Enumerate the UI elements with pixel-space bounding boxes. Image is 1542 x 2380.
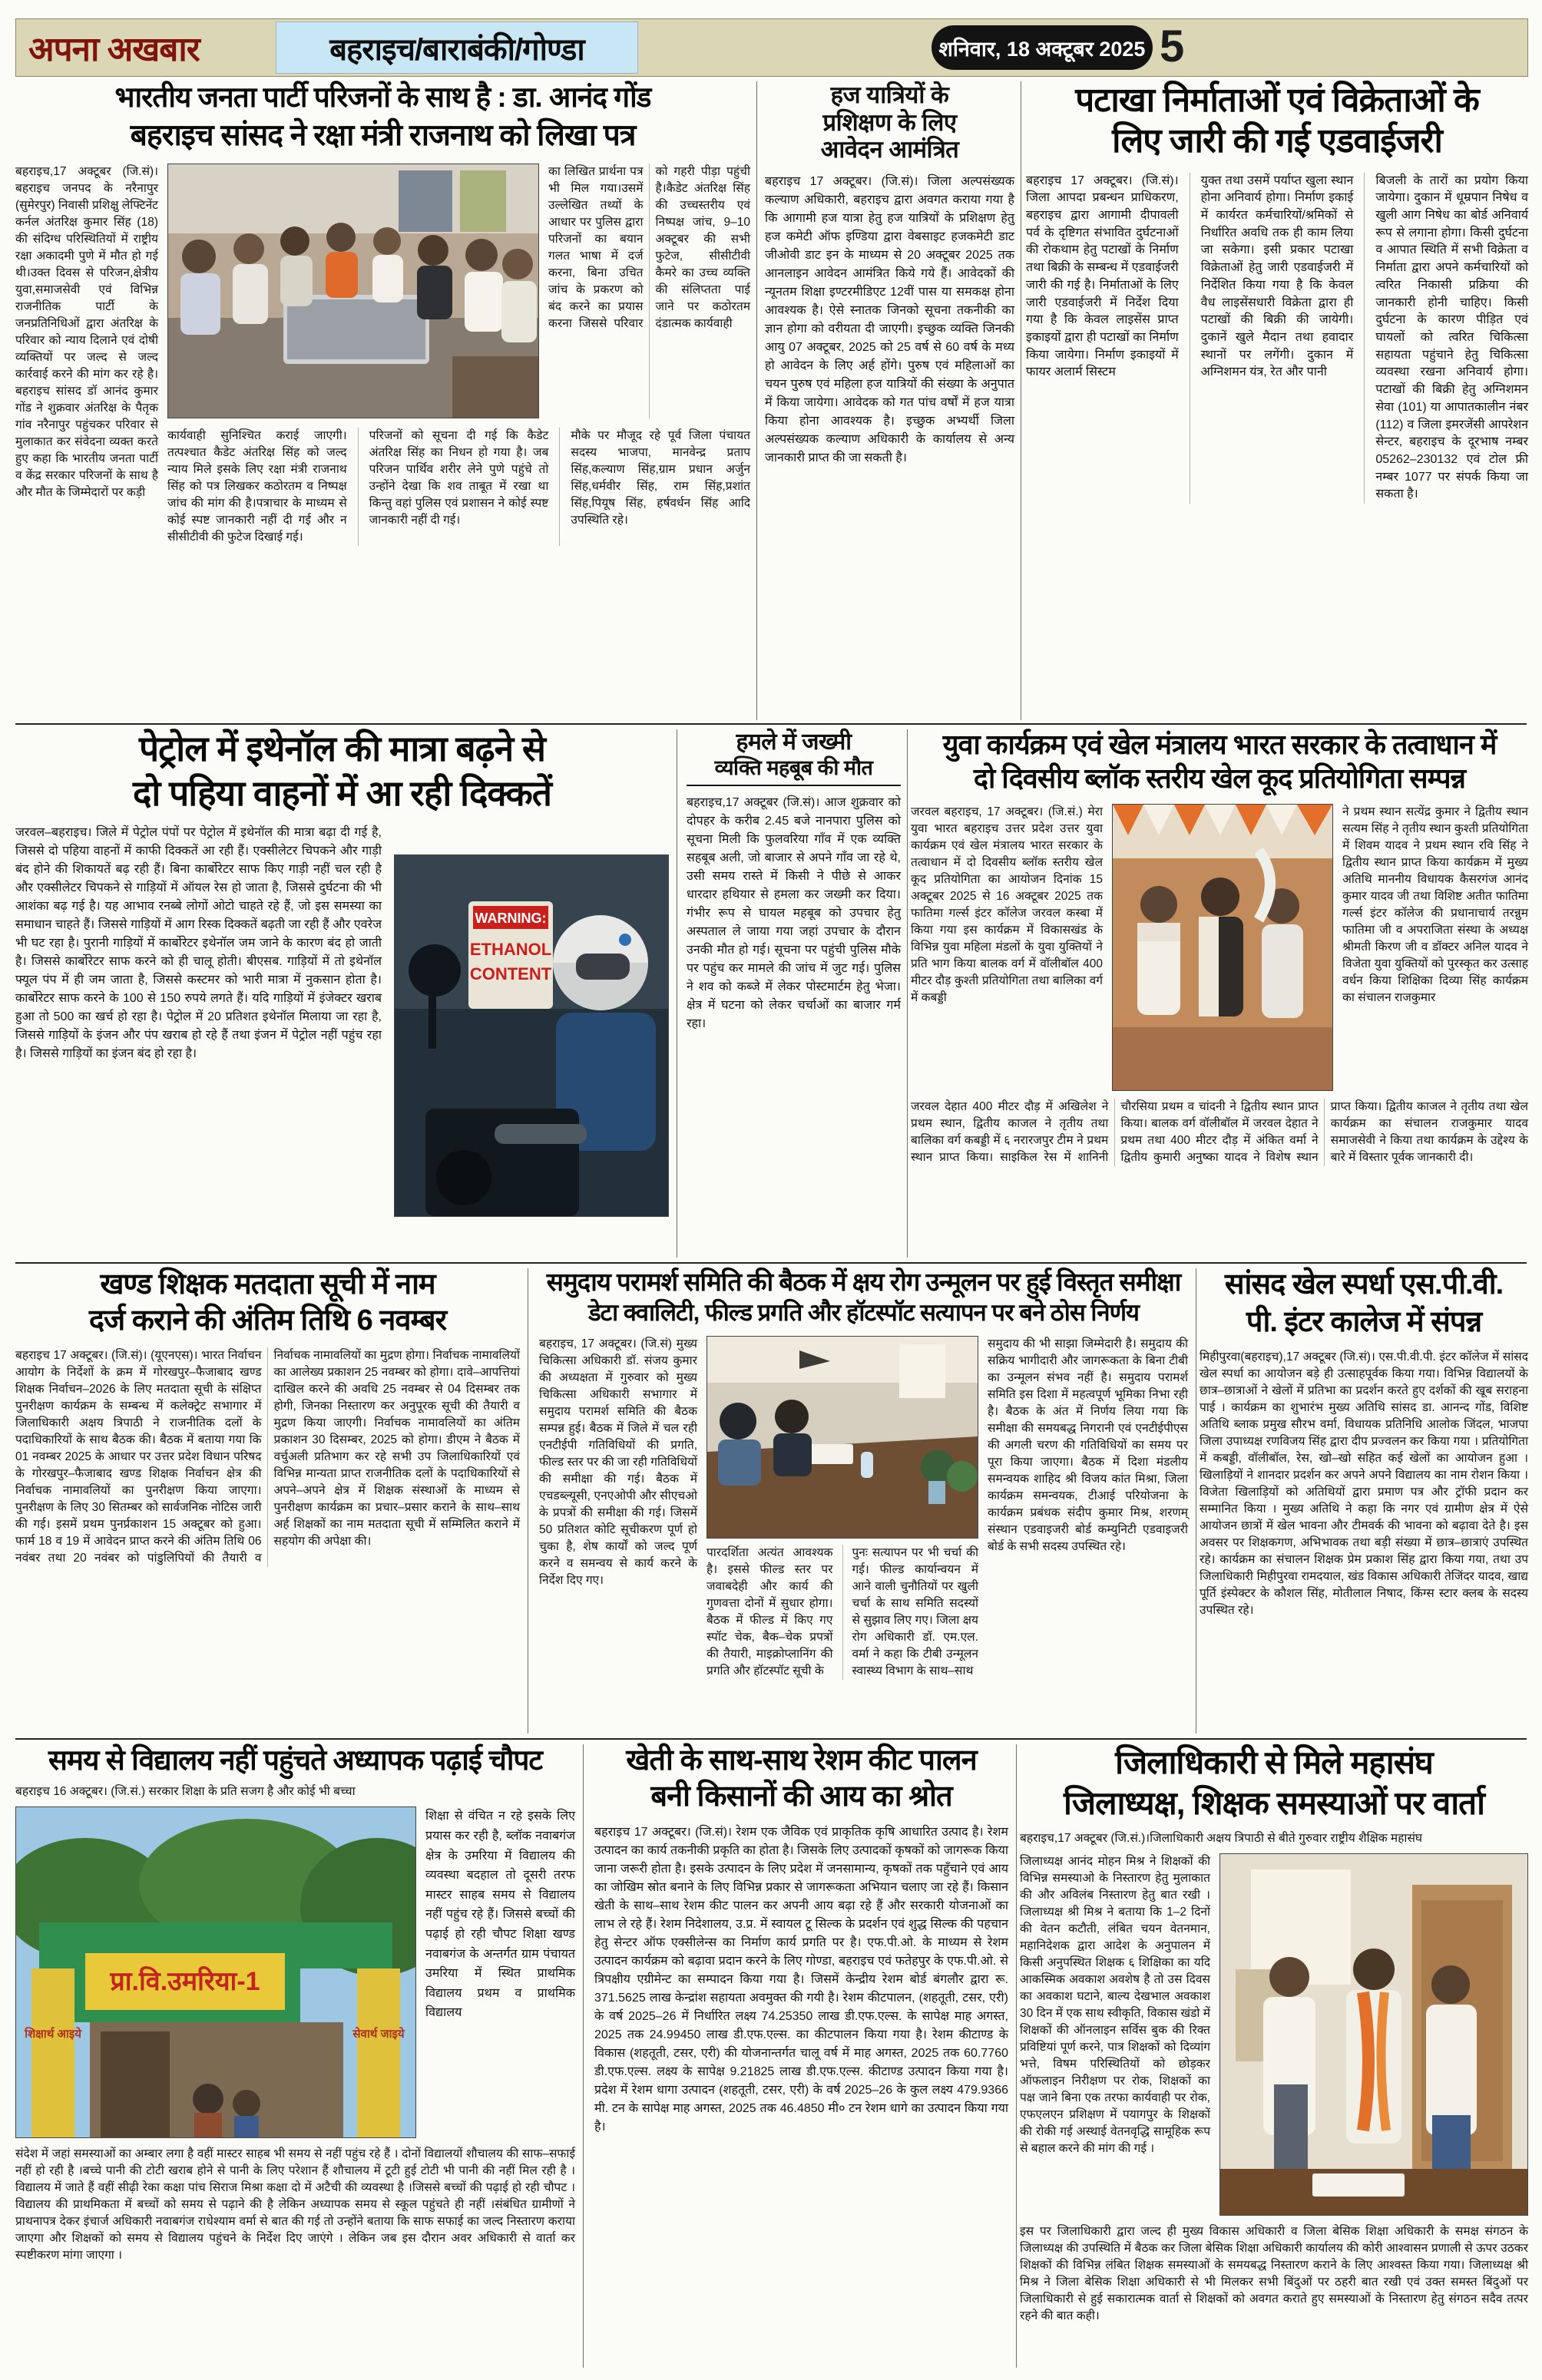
article-headline-line: आवेदन आमंत्रित xyxy=(820,136,959,164)
school-sign-text: प्रा.वि.उमरिया-1 xyxy=(110,1967,260,1997)
edition-box: बहराइच/बाराबंकी/गोण्डा xyxy=(276,21,638,74)
article-body: बहराइच 17 अक्टूबर। (जि.सं)। रेशम एक जैविक एवं प्राकृतिक कृषि आधारित उत्पाद है। रेशम उत्पादन का कार्य तकनीकी प्रकृति का होता है। जिसके लिए उत्पादकों कृषकों को जागरूक किया जाना जरूरी होता है। इसके उत्पादन के लिए प्रदेश में जनसामान्य, कृषकों तक पहुँचाने एवं आय का जोखिम स्रोत बनाने के लिए विभिन्न प्रकार से जागरूकता अभियान चलाए जा रहे हैं। किसान खेती के साथ–साथ रेशम कीट पालन कर अपनी आय बढ़ा रहे हैं और सरकारी योजनाओं का लाभ ले रहे हैं। रेशम निदेशालय, उ.प्र. में स्वायल टू सिल्क के प्रदर्शन एवं शुद्ध सिल्क की पहचान हेतु सेन्टर ऑफ एक्सीलेन्स का निर्माण कार्य प्रगति पर है। एफ.पी.ओ. के माध्यम से रेशम उत्पादन कार्यक्रम को बढ़ावा प्रदान करने के लिए गोण्डा, बहराइच एवं फतेहपुर के एफ.पी.ओ. से त्रिपक्षीय एग्रीमेन्ट का सम्पादन किया गया है। जिसमें केन्द्रीय रेशम बोर्ड बंगलौर द्वारा रू. 371.5625 लाख केन्द्रांश सहायता अवमुक्त की गयी है। रेशम कीटपालन, (शहतूती, टसर, एरी) के वर्ष 2025–26 में निर्धारित लक्ष्य 74.25350 लाख डी.एफ.एल्स. के सापेक्ष माह अगस्त, 2025 तक 24.99450 लाख डी.एफ.एल्स. का कीटपालन किया गया है। रेशम कीटाण्ड के विकास (शहतूती, टसर, एरी) की योजनान्तर्गत चालू वर्ष में माह अगस्त, 2025 तक 60.7760 डी.एफ.एल्स. लक्ष्य के सापेक्ष 9.21825 लाख डी.एफ.एल्स. कीटाण्ड उत्पादन किया गया है। प्रदेश में रेशम धागा उत्पादन (शहतूती, टसर, एरी) के वर्ष 2025–26 के कुल लक्ष्य 479.9366 मी. टन के सापेक्ष माह अगस्त, 2025 तक 46.4850 मी० टन रेशम धागे का उत्पादन किया गया है। xyxy=(594,1826,1008,2134)
article-sports-competition xyxy=(911,729,1528,1258)
article-mp-sports xyxy=(1200,1268,1528,1734)
article-column: कार्यवाही सुनिश्चित कराई जाएगी।तत्पश्चात कैडेट अंतरिक्ष सिंह को जल्द न्याय मिले इसके लिए रक्षा मंत्री राजनाथ सिंह को पत्र लिखकर कठोरतम व निष्पक्ष जांच की मांग की है।पत्राचार के माध्यम से कोई स्पष्ट जानकारी नहीं दी गई और न सीसीटीवी की फुटेज दिखाई गई। xyxy=(167,429,347,544)
warning-sign-text: WARNING: xyxy=(475,911,547,927)
article-voter-list xyxy=(15,1268,528,1734)
article-side-column: शिक्षा से वंचित न रहे इसके लिए प्रयास कर रही है, ब्लॉक नवाबगंज क्षेत्र के उमरिया में विद्यालय की व्यवस्था बदहाल तो दूसरी तरफ मास्टर साहब समय से विद्यालय नहीं पहुंच रहे हैं। जिससे बच्चों की पढ़ाई हो रही चौपट शिक्षा खण्ड नवाबगंज के अन्तर्गत ग्राम पंचायत उमरिया में स्थित प्राथमिक विद्यालय प्रथम व प्राथमिक विद्यालय xyxy=(425,1810,575,2020)
article-column: का लिखित प्रार्थना पत्र भी मिल गया।उसमें उल्लेखित तथ्यों के आधार पर पुलिस द्वारा परिजनों का बयान गलत भाषा में दर्ज करना, बिना उचित जांच के प्रकरण को बंद करने का प्रयास करना जिससे परिवार को गहरी पीड़ा पहुंची है।कैडेट अंतरिक्ष सिंह की उच्चस्तरीय एवं निष्पक्ष जांच, 9–10 अक्टूबर की सभी फुटेज, सीसीटीवी कैमरे का उच्च व्यक्ति की संलिप्तता पाई जाने पर कठोरतम दंडात्मक कार्यवाही xyxy=(548,165,750,331)
article-body: बहराइच 17 अक्टूबर। (जि.सं)। जिला अल्पसंख्यक कल्याण अधिकारी, बहराइच द्वारा अवगत कराया गया है कि आगामी हज यात्रा हेतु हज यात्रियों के प्रशिक्षण हेतु हज कमेटी ऑफ इण्डिया द्वारा वेबसाइट हजकमेटी डाट जीओवी डाट इन के माध्यम से 20 अक्टूबर 2025 तक आनलाइन आवेदन आमंत्रित किये गये हैं। आवेदकों की न्यूनतम शिक्षा इण्टरमीडिएट 12वीं पास या समकक्ष होना आवश्यक है। ऐसे स्नातक जिनको सूचना तकनीकी का ज्ञान होगा को वरीयता दी जाएगी। इच्छुक व्यक्ति जिनकी आयु 07 अक्टूबर, 2025 को 25 वर्ष से 60 वर्ष के मध्य हो आवेदन के लिए अर्ह होंगे। पुरुष एवं महिलाओं का चयन पुरुष एवं महिला हज यात्रियों की संख्या के अनुपात में किया जायेगा। आवेदक को गत पांच वर्षों में हज यात्रा किया होना आवश्यक है। इच्छुक अभ्यर्थी जिला अल्पसंख्यक कल्याण अधिकारी के कार्यालय से अन्य जानकारी प्राप्त की जा सकती है। xyxy=(765,174,1014,464)
ethanol-sign-text: ETHANOL xyxy=(469,940,552,960)
article-body: बहराइच,17 अक्टूबर (जि.सं)। आज शुक्रवार को दोपहर के करीब 2.45 बजे नानपारा पुलिस को सूचना मिली कि फुलवरिया गाँव में एक व्यक्ति सहबूब अली, जो बाजार से अपने गाँव जा रहे थे, उसी समय रास्ते में किसी ने पीछे से आकर धारदार हथियार से हमला कर जख्मी कर दिया। गंभीर रूप से घायल महबूब को उपचार हेतु अस्पताल ले जाया गया जहां उपचार के दौरान उनकी मौत हो गई। सूचना पर पहुंची पुलिस मौके पर पहुंच कर मामले की जांच में जुट गई। पुलिस ने शव को कब्जे में लेकर पोस्टमार्टम हेतु भेजा। क्षेत्र में घटना को लेकर चर्चाओं का बाजार गर्म रहा। xyxy=(687,795,901,1030)
article-subheadline: बहराइच सांसद ने रक्षा मंत्री राजनाथ को लिखा पत्र xyxy=(130,119,636,153)
article-column: ने प्रथम स्थान सत्येंद्र कुमार ने द्वितीय स्थान सत्यम सिंह ने तृतीय स्थान कुश्ती प्रतियोगिता में शिवम यादव ने प्रथम स्थान रवि सिंह ने द्वितीय स्थान प्राप्त किया कार्यक्रम में मुख्य अतिथि माननीय विधायक कैसरगंज आनंद कुमार यादव जी तथा विशिष्ट अतीत फातिमा गर्ल्स इंटर कॉलेज की प्रधानाचार्य तरन्नुम फातिमा जी व अपराजिता संस्था के अध्यक्ष श्रीमती किरण जी व डॉक्टर अनिल यादव ने विजेता युवा युक्तियों को पुरस्कृत कर उत्साह वर्धन किया शिक्षिका दिव्या सिंह कार्यक्रम का संचालन राजकुमार xyxy=(1342,805,1528,1004)
article-column: बहराइच 17 अक्टूबर। (जि.सं)। जिला आपदा प्रबन्धन प्राधिकरण, बहराइच द्वारा आगामी दीपावली पर्व के दृष्टिगत संभावित दुर्घटनाओं की रोकथाम हेतु पटाखों के निर्माण तथा बिक्री के सम्बन्ध में एडवाईजरी जारी की गई है। निर्माताओं के लिए जारी एडवाईजरी में निर्देश दिया गया है कि केवल लाइसेंस प्राप्त इकाइयों द्वारा ही पटाखों का निर्माण किया जायेगा। निर्माण इकाइयों में फायर अलार्म सिस्टम xyxy=(1026,174,1179,379)
article-column: जरवल बहराइच, 17 अक्टूबर। (जि.सं.) मेरा युवा भारत बहराइच उत्तर प्रदेश उत्तर युवा कार्यक्रम एवं खेल मंत्रालय भारत सरकार के तत्वाधान में दो दिवसीय ब्लॉक स्तरीय खेल कूद प्रतियोगिता का आयोजन दिनांक 15 अक्टूबर 2025 से 16 अक्टूबर 2025 तक फातिमा गर्ल्स इंटर कॉलेज जरवल कस्बा में किया गया इस कार्यक्रम में विकासखंड के विभिन्न युवा महिला मंडलों के युवा युक्तियों ने प्रति भाग किया बालक वर्ग में वॉलीबॉल 400 मीटर दौड़ कुश्ती प्रतियोगिता तथा बालिका वर्ग में कबड्डी xyxy=(911,805,1103,1004)
date-pill: शनिवार, 18 अक्टूबर 2025 xyxy=(931,25,1153,70)
article-headline: खण्ड शिक्षक मतदाता सूची में नाम xyxy=(100,1268,435,1301)
article-column: बहराइच, 17 अक्टूबर। (जि.सं) मुख्य चिकित्सा अधिकारी डॉ. संजय कुमार की अध्यक्षता में गुरुवार को मुख्य चिकित्सा अधिकारी सभागार में समुदाय परामर्श समिति की बैठक सम्पन्न हुई। बैठक में जिले में चल रही एनटीईपी गतिविधियों की प्रगति, फील्ड स्तर पर की जा रही गतिविधियों की समीक्षा की गई। बैठक में एचडब्ल्यूसी, एनएओपी और सीएचओ के प्रपत्रों की समीक्षा की गई। जिसमें 50 प्रतिशत कोटि सूचीकरण पूर्ण हो चुका है, शेष कार्यों को जल्द पूर्ण करने व समन्वय से कार्य करने के निर्देश दिए गए। xyxy=(539,1337,697,1587)
motorcycle-photo xyxy=(394,854,669,1217)
school-gate-photo xyxy=(15,1806,416,2138)
article-body: मिहीपुरवा(बहराइच),17 अक्टूबर (जि.सं)। एस.पी.वी.पी. इंटर कॉलेज में सांसद खेल स्पर्धा का आयोजन बड़े ही उत्साहपूर्वक किया गया। विभिन्न विद्यालयों के छात्र–छात्राओं ने खेलों में प्रतिभा का प्रदर्शन करते हुए दर्शकों की खूब सराहना पाई । कार्यक्रम का शुभारंभ मुख्य अतिथि सांसद डा. आनन्द गोंड, विशिष्ट अतिथि ब्लाक प्रमुख सौरभ वर्मा, विधायक प्रतिनिधि आलोक जिंदल, भाजपा जिला उपाध्यक्ष रणविजय सिंह द्वारा दीप प्रज्वलन कर किया गया । प्रतियोगिता में कबड्डी, वॉलीबॉल, रेस, खो–खो सहित कई खेलों का आयोजन हुआ । खिलाड़ियों ने शानदार प्रदर्शन कर अपने अपने विद्यालय का नाम रोशन किया । विजेता खिलाड़ियों को अतिथियों द्वारा प्रमाण पत्र और ट्रॉफी प्रदान कर सम्मानित किया । मुख्य अतिथि ने कहा कि नगर एवं ग्रामीण क्षेत्र में ऐसे आयोजन छात्रों में खेल भावना और टीमवर्क की भावना को बढ़ावा देते है। इस अवसर पर शिक्षकगण, अभिभावक तथा बड़ी संख्या में छात्र–छात्राएं उपस्थित रहे। कार्यक्रम का संचालन शिक्षक प्रेम प्रकाश सिंह द्वारा किया गया, तथा उप जिलाधिकारी मिहीपुरवा रामदयाल, खंड विकास अधिकारी तेजिंदर यादव, खाद्य पूर्ति इंस्पेक्टर के कौशल सिंह, मोतीलाल निषाद, किंग्स स्टार क्लब के सदस्य उपस्थित रहे। xyxy=(1200,1350,1528,1618)
article-headline-line: व्यक्ति महबूब की मौत xyxy=(687,756,901,786)
section-divider xyxy=(15,1738,1527,1740)
article-intro: बहराइच,17 अक्टूबर (जि.सं.)।जिलाधिकारी अक्षय त्रिपाठी से बीते गुरुवार राष्ट्रीय शैक्षिक महासंघ xyxy=(1020,1832,1423,1846)
section-divider xyxy=(15,723,1527,725)
article-headline: खेती के साथ-साथ रेशम कीट पालन xyxy=(626,1744,977,1777)
article-intro: बहराइच 16 अक्टूबर। (जि.सं.) सरकार शिक्षा के प्रति सजग है और कोई भी बच्चा xyxy=(15,1785,356,1799)
article-headline-line: हमले में जख्मी xyxy=(736,729,852,755)
article-headline: पी. इंटर कालेज में संपन्न xyxy=(1246,1305,1482,1338)
article-haj-training xyxy=(759,81,1021,720)
article-dm-teachers xyxy=(1020,1744,1528,2368)
gate-right-text: सेवार्थ जाइये xyxy=(352,2028,405,2041)
paper-logo: अपना अखबार xyxy=(28,31,200,68)
article-column: युक्त तथा उसमें पर्याप्त खुला स्थान होना अनिवार्य होगा। निर्माण इकाई में कार्यरत कर्मचारियों/श्रमिकों से निर्धारित अवधि तक ही काम लिया जा सकेगा। इसी प्रकार पटाखा विक्रेताओं हेतु जारी एडवाईजरी में निर्देशित किया गया है कि केवल वैध लाइसेंसधारी विक्रेता द्वारा ही पटाखों की बिक्री की जायेगी। दुकानें खुले मैदान तथा हवादार स्थानों पर लगेंगी। दुकान में अग्निशमन यंत्र, रेत और पानी xyxy=(1190,173,1354,504)
photo-caption-column: पुनः सत्यापन पर भी चर्चा की गई। फील्ड कार्यान्वयन में आने वाली चुनौतियों पर खुली चर्चा के साथ समिति सदस्यों से सुझाव लिए गए। जिला क्षय रोग अधिकारी डॉ. एम.एल. वर्मा ने कहा कि टीबी उन्मूलन स्वास्थ्य विभाग के साथ–साथ xyxy=(842,1545,979,1680)
meeting-photo xyxy=(167,164,539,418)
article-body: जरवल–बहराइच। जिले में पेट्रोल पंपों पर पेट्रोल में इथेनॉल की मात्रा बढ़ा दी गई है, जिससे दो पहिया वाहनों में काफी दिक्कतें आ रही हैं। एक्सीलेटर चिपकने और गाड़ी बंद होने की शिकायतें बढ़ रही हैं। बिना कार्बोरेटर साफ किए गाड़ी नहीं चल रही है और एक्सीलेटर चिपकने से गाड़ियों में ऑयल रेस हो जाता है, जिससे दुर्घटना की भी आशंका बढ़ गई है। यह आभाव रनब्बे लोगों ओटो चाहते रहे हैं, जो इस समस्या का समाधान चाहते हैं। जिससे गाड़ियों में आग रिस्क दिक्कतें बढ़ती जा रही हैं और एवरेज भी घट रहा है। पुरानी गाड़ियों में कार्बोरेटर इथेनॉल जम जाने के कारण बंद हो जाती है। जिससे कार्बोरेटर साफ करने को ही चालू होती। बीएसब. गाड़ियों में तो इथेनॉल फ्यूल पंप में ही जम जाता है, जिससे कस्टमर को भारी मात्रा में नुकसान होता है। कार्बोरेटर साफ करने के 100 से 150 रुपये लगते हैं। यदि गाड़ियों में इंजेक्टर खराब हुआ तो 500 का खर्च हो रहा है। पेट्रोल में 20 प्रतिशत इथेनॉल मिलाया जा रहा है, जिससे गाड़ियों के इंजन और पंप खराब हो रहे हैं तथा इंजन में पेट्रोल नहीं पहुंच रहा है। जिससे गाड़ियों का इंजन बंद हो रहा है। xyxy=(15,826,382,1061)
article-headline: पटाखा निर्माताओं एवं विक्रेताओं के xyxy=(1075,81,1479,119)
office-meeting-photo xyxy=(706,1336,978,1539)
article-headline: भारतीय जनता पार्टी परिजनों के साथ है : डा. आनंद गोंड xyxy=(114,81,651,113)
article-body: बहराइच 17 अक्टूबर। (जि.सं)। (यूएनएस)। भारत निर्वाचन आयोग के निर्देशों के क्रम में गोरखपुर–फैजाबाद खण्ड शिक्षक निर्वाचन–2026 के लिए मतदाता सूची के संक्षिप्त पुनरीक्षण कार्यक्रम के सम्बन्ध में कलेक्ट्रेट सभागार में जिलाधिकारी अक्षय त्रिपाठी ने राजनीतिक दलों के पदाधिकारियों के साथ बैठक की। बैठक में बताया गया कि 01 नवम्बर 2025 के आधार पर उत्तर प्रदेश विधान परिषद के गोरखपुर–फैजाबाद खण्ड शिक्षक निर्वाचन क्षेत्र की निर्वाचक नामावलियों का पुनरीक्षण किया जाएगा। पुनरीक्षण के लिए 30 सितम्बर को सार्वजनिक नोटिस जारी की गई। इसमें प्रथम पुनर्प्रकाशन 15 अक्टूबर को हुआ। फार्म 18 व 19 में आवेदन प्राप्त करने की अंतिम तिथि 06 नवंबर तथा 20 नवंबर को पांडुलिपियों की तैयारी व निर्वाचक नामावलियों का मुद्रण होगा। निर्वाचक नामावलियों का आलेख्य प्रकाशन 25 नवम्बर को होगा। दावे–आपत्तियां दाखिल करने की अवधि 25 नवम्बर से 04 दिसम्बर तक होगी, जिनका निस्तारण कर अनुपूरक सूची की तैयारी व मुद्रण किया जाएगी। निर्वाचक नामावलियों का अंतिम प्रकाशन 30 दिसम्बर, 2025 को होगा। डीएम ने बैठक में वर्चुअली प्रतिभाग कर रहे सभी उप जिलाधिकारियों एवं विभिन्न मान्यता प्राप्त राजनीतिक दलों के पदाधिकारियों से अपने–अपने क्षेत्र में शिक्षक संस्थाओं के माध्यम से पुनरीक्षण कार्यक्रम का प्रचार–प्रसार कराने के साथ–साथ अर्ह शिक्षकों का नाम मतदाता सूची में सम्मिलित कराने में सहयोग की अपेक्षा की। xyxy=(15,1349,520,1565)
article-headline: पेट्रोल में इथेनॉल की मात्रा बढ़ने से xyxy=(139,729,545,769)
article-headline: लिए जारी की गई एडवाईजरी xyxy=(1112,122,1442,160)
section-divider xyxy=(15,1262,1527,1264)
article-headline-line: हज यात्रियों के xyxy=(830,81,949,108)
article-headline: दर्ज कराने की अंतिम तिथि 6 नवम्बर xyxy=(88,1304,447,1337)
masthead xyxy=(15,18,1528,77)
article-side-column: जिलाध्यक्ष आनंद मोहन मिश्र ने शिक्षकों की विभिन्न समस्याओ के निस्तारण हेतु मुलाकात की और अविलंब निस्तारण हेतु बात रखी । जिलाध्यक्ष श्री मिश्र ने बताया कि 1–2 दिनों की वेतन कटौती, लंबित चयन वेतनमान, महानिदेशक द्वारा आदेश के अनुपालन में किसी अनुपस्थित शिक्षक ६ शिक्षिका का यदि आकस्मिक अवकाश अवशेष है तो उस दिवस का अवकाश घटाने, बाल्य देखभाल अवकाश 30 दिन में एक साथ स्वीकृति, विकास खंडो में शिक्षकों की ऑनलाइन सर्विस बुक की रिक्त प्रविष्टियां पूर्ण करने, पात्र शिक्षकों को दिव्यांग भत्ते, विषम परिस्थितियों को छोड़कर ऑफलाइन निरीक्षण पर रोक, शिक्षकों का पक्ष जाने बिना एक तरफा कार्यवाही पर रोक, एफएलएन प्रशिक्षण में पयागपुर के शिक्षकों की रोकी गई अस्थाई वेतनवृद्धि सामूहिक रूप से बहाल करने की मांग की गई । xyxy=(1020,1855,1210,2156)
article-bottom-text: इस पर जिलाधिकारी द्वारा जल्द ही मुख्य विकास अधिकारी व जिला बेसिक शिक्षा अधिकारी के समक्ष संगठन के जिलाध्यक्ष की उपस्थिति में बैठक कर जिला बेसिक शिक्षा अधिकारी कार्यालय की कोरी आश्वासन प्रणाली से ऊपर उठकर शिक्षकों की विभिन्न लंबित शिक्षक समस्याओं के समयबद्ध निस्तारण कराने के लिए आश्वस्त किया गया। जिलाध्यक्ष श्री मिश्र ने जिला बेसिक शिक्षा अधिकारी से भी मिलकर सभी बिंदुओं पर ठहरी बात रखी एवं उक्त समस्त बिंदुओं पर जिलाधिकारी से हुई सकारात्मक वार्ता से शिक्षकों को अवगत कराते हुए समस्याओं के निस्तारण हेतु संगठन सदैव तत्पर रहने की बात कही। xyxy=(1020,2225,1528,2323)
article-column: बहराइच,17 अक्टूबर (जि.सं)। बहराइच जनपद के नरैनापुर (सुमेरपुर) निवासी प्रशिक्षु लेफ्टिनेंट कर्नल अंतरिक्ष कुमार सिंह (18) की संदिग्ध परिस्थितियों में राष्ट्रीय रक्षा अकादमी पुणे में मौत हो गई थी।उक्त दिवस से परिजन,क्षेत्रीय युवा,समाजसेवी एवं विभिन्न राजनीतिक पार्टी के जनप्रतिनिधिओं द्वारा अंतरिक्ष के परिवार को न्याय दिलाने एवं दोषी व्यक्तियों पर जल्द से जल्द कार्रवाई करने की मांग कर रहे है। बहराइच सांसद डॉ आनंद कुमार गोंड ने शुक्रवार अंतरिक्ष के पैतृक गांव नरैनापुर पहुंचकर परिवार से मुलाकात कर संवेदना व्यक्त करते हुए कहा कि भारतीय जनता पार्टी व केंद्र सरकार परिजनों के साथ है और मौत के जिम्मेदारों पर कड़ी xyxy=(15,165,158,500)
article-headline-line: प्रशिक्षण के लिए xyxy=(822,108,957,136)
dm-office-photo xyxy=(1219,1853,1528,2216)
article-bottom-text: संदेश में जहां समस्याओं का अम्बार लगा है वहीं मास्टर साहब भी समय से नहीं पहुंच रहे हैं । दोनों विद्यालयों शौचालय की साफ–सफाई नहीं हो रही है ।बच्चे पानी की टोटी खराब होने से पानी के लिए परेशान हैं शौचालय में टूटी हुई टोटी भी पानी की नहीं मिल रही है ।विद्यालय में जाते हैं वहीं सीढ़ी रेका कक्षा पांच सिराज मिश्रा कक्षा दो में अटैची की व्यवस्था है ।जिससे बच्चों की पढ़ाई हो रही चौपट ।विद्यालय की प्राथमिकता में बच्चों को समय से पढ़ाने की है लेकिन अध्यापक समय से स्कूल पहुंचते ही नहीं ।संबंधित ग्रामीणों ने प्राथनापत्र देकर इंचार्ज अधिकारी नवाबगंज राधेश्याम वर्मा से बात की गई तो उन्होंने बताया कि साफ सफाई का जल्द निस्तारण कराया जाएगा और शिक्षकों को समय से विद्यालय पहुंचने के निर्देश दिए जाएंगे । लेकिन जब इस दौरान अवर अधिकारी से वार्ता कर स्पष्टीकरण मांगा जाएगा । xyxy=(15,2147,575,2263)
gate-left-text: शिक्षार्थ आइये xyxy=(25,2028,81,2041)
sports-event-photo xyxy=(1112,804,1333,1091)
article-attack-death xyxy=(680,729,908,1258)
article-headline: दो दिवसीय ब्लॉक स्तरीय खेल कूद प्रतियोगिता सम्पन्न xyxy=(973,762,1466,795)
article-headline: जिलाधिकारी से मिले महासंघ xyxy=(1115,1744,1433,1780)
page-number: 5 xyxy=(1160,21,1185,71)
article-headline: बनी किसानों की आय का श्रोत xyxy=(650,1780,952,1813)
article-column: मौके पर मौजूद रहे पूर्व जिला पंचायत सदस्य भाजपा, मानवेन्द्र प्रताप सिंह,कल्याण सिंह,ग्राम प्रधान अर्जुन सिंह,धर्मवीर सिंह, राम सिंह,प्रशांत सिंह,पियूष सिंह, हर्षवर्धन सिंह आदि उपस्थिति रहे। xyxy=(559,428,750,546)
article-headline: युवा कार्यक्रम एवं खेल मंत्रालय भारत सरकार के तत्वाधान में xyxy=(942,729,1497,760)
article-school-teachers xyxy=(15,1744,584,2368)
article-headline: सांसद खेल स्पर्धा एस.पी.वी. xyxy=(1224,1268,1504,1301)
article-firecracker-advisory xyxy=(1026,81,1528,720)
article-headline: समुदाय परामर्श समिति की बैठक में क्षय रोग उन्मूलन पर हुई विस्तृत समीक्षा xyxy=(546,1268,1181,1296)
article-sericulture xyxy=(587,1744,1017,2368)
article-ethanol-petrol xyxy=(15,729,677,1258)
article-tb-review xyxy=(531,1268,1196,1734)
article-column: समुदाय की भी साझा जिम्मेदारी है। समुदाय की सक्रिय भागीदारी और जागरूकता के बिना टीबी का उन्मूलन संभव नहीं है। समुदाय परामर्श समिति इस दिशा में महत्वपूर्ण भूमिका निभा रही है। बैठक के अंत में निर्णय लिया गया कि समीक्षा की समयबद्ध निगरानी एवं एनटीईपीएस की अगली चरण की गतिविधियों का समय पर पूरा किया जाएगा। बैठक में दिशा मंडलीय समन्वयक शाहिद श्री विजय कांत मिश्रा, जिला कार्यक्रम समन्वयक, टीआई परियोजना के कार्यक्रम प्रबंधक संदीप कुमार मिश्र, शरणम् संस्थान एडवाइजरी बोर्ड कम्युनिटी एडवाइजरी बोर्ड के सभी सदस्य उपस्थित रहे। xyxy=(988,1337,1188,1553)
article-headline: समय से विद्यालय नहीं पहुंचते अध्यापक पढ़ाई चौपट xyxy=(48,1744,543,1776)
article-headline: दो पहिया वाहनों में आ रही दिक्कतें xyxy=(132,772,552,813)
photo-caption-column: पारदर्शिता अत्यंत आवश्यक है। इससे फील्ड स्तर पर जवाबदेही और कार्य की गुणवत्ता दोनों में सुधार होगा। बैठक में फील्ड में किए गए स्पॉट चेक, बैक–चेक प्रपत्रों की तैयारी, माइक्रोप्लानिंग की प्रगति और हॉटस्पॉट सूची के xyxy=(706,1545,833,1678)
article-bottom-columns: जरवल देहात 400 मीटर दौड़ में अखिलेश ने प्रथम स्थान, द्वितीय काजल ने तृतीय तथा बालिका वर्ग कबड्डी में ६ नरारजपुर टीम ने प्रथम स्थान प्राप्त किया। साइकिल रेस में शानिनी चौरसिया प्रथम व चांदनी ने द्वितीय स्थान प्राप्त किया। बालक वर्ग वॉलीबॉल में जरवल देहात ने प्रथम तथा 400 मीटर दौड़ में अंकित वर्मा ने द्वितीय कुमारी अनुष्का यादव ने विशेष स्थान प्राप्त किया। द्वितीय काजल ने तृतीय तथा खेल कार्यक्रम का संचालन राजकुमार यादव समाजसेवी ने किया तथा कार्यक्रम के उद्देश्य के बारे में विस्तार पूर्वक जानकारी दी। xyxy=(911,1099,1528,1164)
article-column: परिजनों को सूचना दी गई कि कैडेट अंतरिक्ष सिंह का निधन हो गया है। जब परिजन पार्थिव शरीर लेने पुणे पहुंचे तो उन्होंने देखा कि शव ताबूत में रखा था किन्तु वहां पुलिस एवं प्रशासन ने कोई स्पष्ट जानकारी नहीं दी गई। xyxy=(358,428,549,546)
content-sign-text: CONTENT xyxy=(469,964,552,984)
article-mp-letter xyxy=(15,81,757,720)
article-headline: जिलाध्यक्ष, शिक्षक समस्याओं पर वार्ता xyxy=(1064,1785,1484,1822)
article-subheadline: डेटा क्वालिटी, फील्ड प्रगति और हॉटस्पॉट सत्यापन पर बने ठोस निर्णय xyxy=(587,1298,1140,1326)
article-column: बिजली के तारों का प्रयोग किया जायेगा। दुकान में धूम्रपान निषेध व खुली आग निषेध का बोर्ड अनिवार्य रूप से लगाना होगा। किसी दुर्घटना व आपात स्थिति में सभी विक्रेता व निर्माता द्वारा अपने कर्मचारियों को त्वरित निकासी प्रक्रिया की जानकारी होनी चाहिए। किसी दुर्घटना के कारण पीड़ित एवं घायलों को त्वरित चिकित्सा सहायता पहुंचाने हेतु चिकित्सा व्यवस्था रखना अनिवार्य होगा। पटाखों की बिक्री हेतु अग्निशमन सेवा (101) या आपातकालीन नंबर (112) व जिला इमरजेंसी आपरेशन सेन्टर, बहराइच के दूरभाष नम्बर 05262–230132 एवं टोल फ्री नम्बर 1077 पर संपर्क किया जा सकता है। xyxy=(1364,173,1528,504)
